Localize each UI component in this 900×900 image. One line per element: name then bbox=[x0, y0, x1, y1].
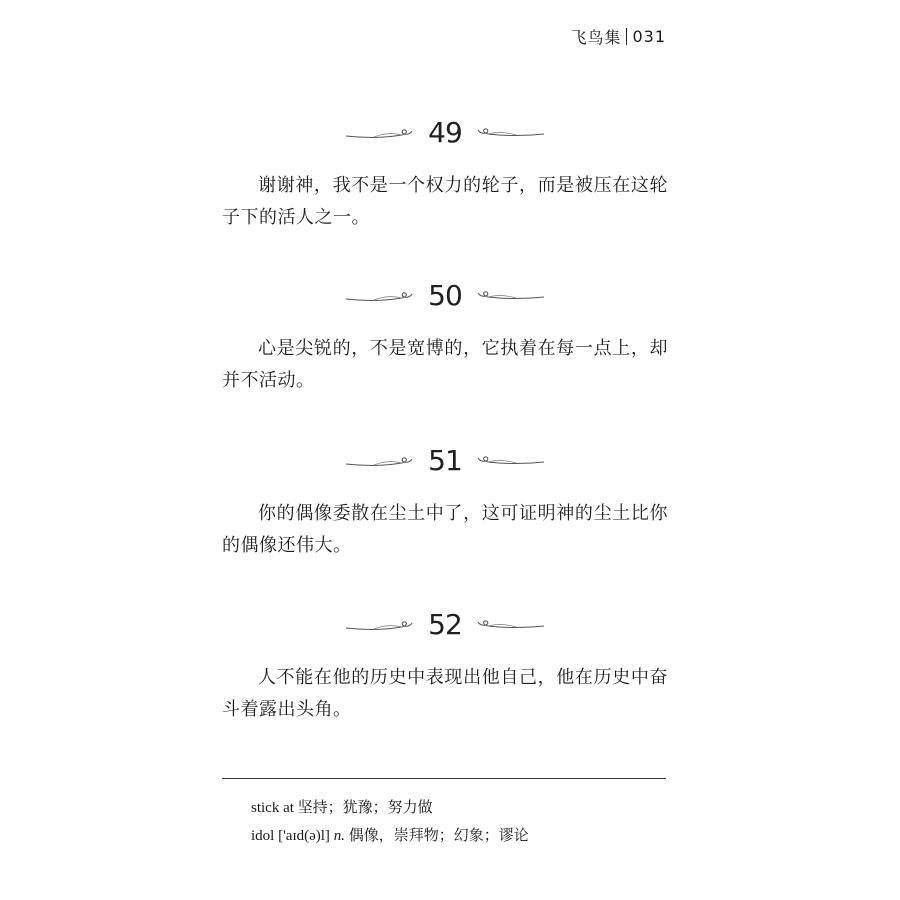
entry-number: 49 bbox=[428, 115, 462, 149]
vocab-phonetic: ['aɪd(ə)l] bbox=[278, 828, 330, 844]
right-flourish-icon bbox=[476, 614, 546, 634]
entry-number: 52 bbox=[428, 607, 462, 641]
vocab-term: stick at bbox=[251, 800, 294, 816]
vocab-part-of-speech: n. bbox=[333, 828, 345, 844]
running-header bbox=[570, 25, 666, 48]
footnote-divider bbox=[222, 778, 666, 779]
right-flourish-icon bbox=[476, 122, 546, 142]
entry-text: 你的偶像委散在尘土中了，这可证明神的尘土比你的偶像还伟大。 bbox=[222, 503, 668, 556]
entry-text: 谢谢神，我不是一个权力的轮子，而是被压在这轮子下的活人之一。 bbox=[222, 175, 668, 228]
vocab-definition: 坚持；犹豫；努力做 bbox=[297, 800, 433, 816]
left-flourish-icon bbox=[344, 122, 414, 142]
vocab-definition: 偶像，崇拜物；幻象；谬论 bbox=[348, 828, 529, 844]
entry-number: 51 bbox=[428, 443, 462, 477]
left-flourish-icon bbox=[344, 450, 414, 470]
entry-51 bbox=[222, 440, 668, 580]
entry-text: 人不能在他的历史中表现出他自己，他在历史中奋斗着露出头角。 bbox=[222, 667, 668, 720]
left-flourish-icon bbox=[344, 285, 414, 305]
entry-text: 心是尖锐的，不是宽博的，它执着在每一点上，却并不活动。 bbox=[222, 338, 668, 391]
right-flourish-icon bbox=[476, 450, 546, 470]
entry-50 bbox=[222, 275, 668, 415]
entry-heading bbox=[222, 440, 668, 480]
entry-number: 50 bbox=[428, 278, 462, 312]
book-title: 飞鸟集 bbox=[570, 28, 622, 47]
entry-heading bbox=[222, 604, 668, 644]
left-flourish-icon bbox=[344, 614, 414, 634]
header-separator bbox=[626, 28, 627, 45]
entry-49 bbox=[222, 112, 668, 252]
right-flourish-icon bbox=[476, 285, 546, 305]
vocab-note bbox=[251, 794, 529, 822]
entry-heading bbox=[222, 275, 668, 315]
vocab-term: idol bbox=[251, 828, 275, 844]
vocab-note bbox=[251, 822, 529, 850]
vocabulary-notes bbox=[251, 794, 529, 850]
page-number: 031 bbox=[632, 27, 666, 46]
entry-52 bbox=[222, 604, 668, 744]
entry-heading bbox=[222, 112, 668, 152]
